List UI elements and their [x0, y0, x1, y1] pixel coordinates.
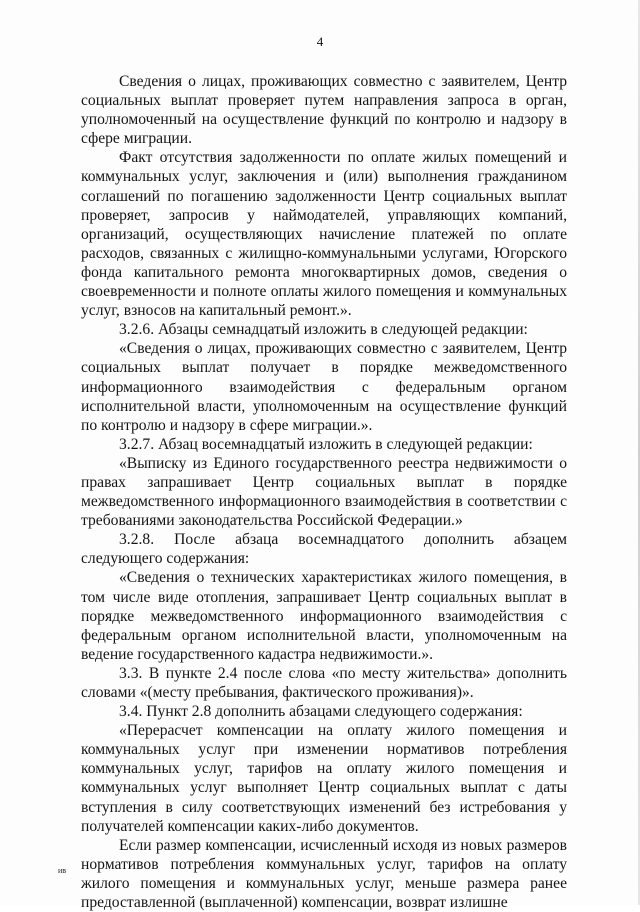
- paragraph-quote-recalculation: «Перерасчет компенсации на оплату жилого помещения и коммунальных услуг при изменении нормативов потребления коммунальных услуг, тарифов на оплату жилого помещения и коммунальных услуг выполняет Центр социальных выплат с даты вступления в силу соответствующих изменений без истребования у получателей компенсации каких-либо документов.: [81, 722, 567, 835]
- paragraph-item-3-3: 3.3. В пункте 2.4 после слова «по месту жительства» дополнить словами «(месту пребывания, фактического проживания)».: [81, 664, 567, 701]
- footer-mark: ив: [58, 866, 67, 875]
- paragraph-item-3-2-8: 3.2.8. После абзаца восемнадцатого дополнить абзацем следующего содержания:: [81, 531, 567, 568]
- document-body: [81, 72, 567, 912]
- page-number: 4: [316, 34, 324, 49]
- paragraph-compensation-size: Если размер компенсации, исчисленный исходя из новых размеров нормативов потребления коммунальных услуг, тарифов на оплату жилого помещения и коммунальных услуг, меньше размера ранее предоставленной (выплаченной) компенсации, возврат излишне: [81, 836, 567, 912]
- paragraph-item-3-4: 3.4. Пункт 2.8 дополнить абзацами следующего содержания:: [119, 703, 523, 721]
- paragraph-quote-residents: «Сведения о лицах, проживающих совместно с заявителем, Центр социальных выплат получает в порядке межведомственного информационного взаимодействия с федеральным органом исполнительной власти, уполномоченным на осуществление функций по контролю и надзору в сфере миграции.».: [81, 340, 567, 434]
- paragraph-residents-info: Сведения о лицах, проживающих совместно с заявителем, Центр социальных выплат проверяет путем направления запроса в орган, уполномоченный на осуществление функций по контролю и надзору в сфере миграции.: [81, 73, 567, 148]
- paragraph-item-3-2-6: 3.2.6. Абзацы семнадцатый изложить в следующей редакции:: [119, 321, 528, 339]
- paragraph-debt-check: Факт отсутствия задолженности по оплате жилых помещений и коммунальных услуг, заключения и (или) выполнения гражданином соглашений по погашению задолженности Центр социальных выплат проверяет, запросив у наймодателей, управляющих компаний, организаций, осуществляющих начисление платежей по оплате расходов, связанных с жилищно-коммунальными услугами, Югорского фонда капитального ремонта многоквартирных домов, сведения о своевременности и полноте оплаты жилого помещения и коммунальных услуг, взносов на капитальный ремонт.».: [81, 149, 567, 320]
- paragraph-quote-registry: «Выписку из Единого государственного реестра недвижимости о правах запрашивает Центр социальных выплат в порядке межведомственного информационного взаимодействия в соответствии с требованиями законодательства Российской Федерации.»: [81, 454, 567, 530]
- paragraph-quote-technical: «Сведения о технических характеристиках жилого помещения, в том числе виде отопления, запрашивает Центр социальных выплат в порядке межведомственного информационного взаимодействия с федеральным органом исполнительной власти, уполномоченным на ведение государственного кадастра недвижимости.».: [81, 569, 567, 663]
- paragraph-item-3-2-7: 3.2.7. Абзац восемнадцатый изложить в следующей редакции:: [119, 435, 533, 453]
